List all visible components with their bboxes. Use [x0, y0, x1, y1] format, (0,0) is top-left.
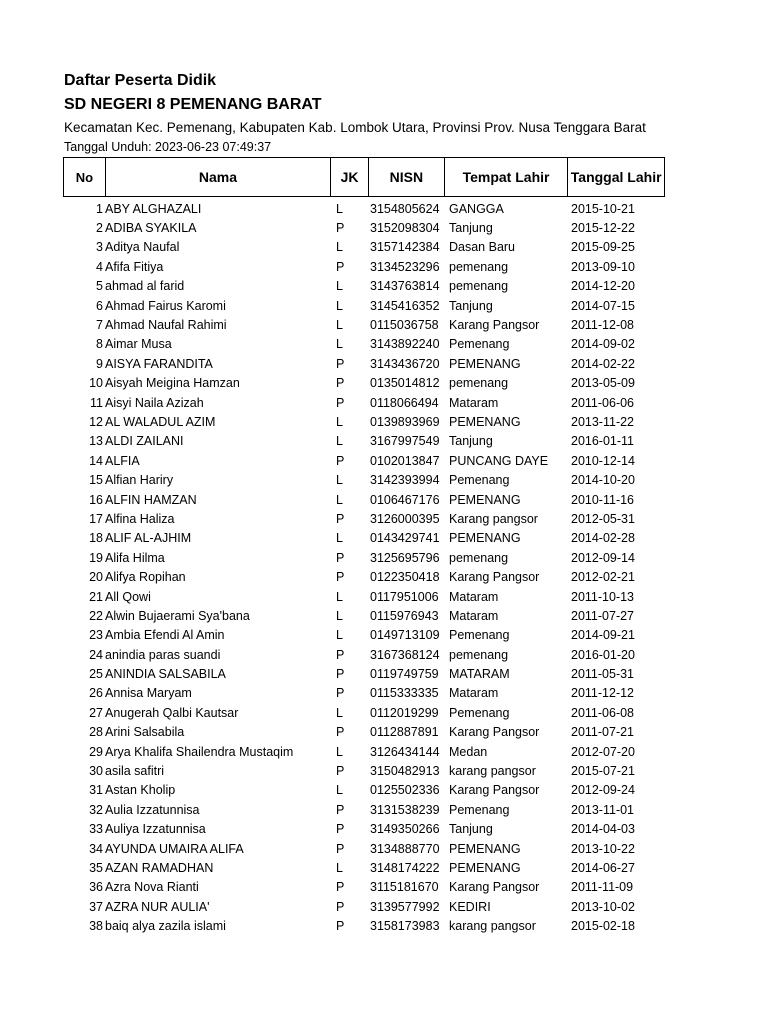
- cell-tempat-lahir: Pemenang: [449, 628, 510, 643]
- table-row: [63, 412, 683, 431]
- cell-no: 20: [89, 570, 103, 585]
- cell-tanggal-lahir: 2015-09-25: [571, 240, 635, 255]
- cell-tanggal-lahir: 2012-07-20: [571, 744, 635, 759]
- cell-tempat-lahir: Medan: [449, 744, 488, 759]
- cell-no: 19: [89, 550, 103, 565]
- cell-tanggal-lahir: 2014-09-21: [571, 628, 635, 643]
- cell-no: 24: [89, 647, 103, 662]
- cell-jk: L: [336, 628, 343, 643]
- table-row: [63, 490, 683, 509]
- cell-jk: L: [336, 201, 343, 216]
- cell-nama: ABY ALGHAZALI: [105, 201, 202, 216]
- cell-no: 31: [89, 783, 103, 798]
- table-row: [63, 858, 683, 877]
- cell-no: 29: [89, 744, 103, 759]
- cell-jk: P: [336, 453, 345, 468]
- cell-tanggal-lahir: 2015-07-21: [571, 764, 635, 779]
- table-row: [63, 509, 683, 528]
- cell-tanggal-lahir: 2015-02-18: [571, 919, 635, 934]
- cell-tempat-lahir: Tanjung: [449, 822, 493, 837]
- cell-tanggal-lahir: 2014-02-28: [571, 531, 635, 546]
- cell-tanggal-lahir: 2010-12-14: [571, 453, 635, 468]
- cell-no: 2: [96, 221, 103, 236]
- cell-no: 32: [89, 802, 103, 817]
- table-row: [63, 315, 683, 334]
- cell-tanggal-lahir: 2013-09-10: [571, 259, 635, 274]
- cell-tempat-lahir: PEMENANG: [449, 531, 521, 546]
- cell-nisn: 3143763814: [370, 279, 440, 294]
- cell-tanggal-lahir: 2014-07-15: [571, 298, 635, 313]
- table-row: [63, 800, 683, 819]
- cell-nama: anindia paras suandi: [105, 647, 221, 662]
- cell-nisn: 0112887891: [370, 725, 439, 740]
- cell-tempat-lahir: pemenang: [449, 647, 509, 662]
- cell-nisn: 0119749759: [370, 667, 439, 682]
- cell-tanggal-lahir: 2011-07-21: [571, 725, 635, 740]
- cell-no: 8: [96, 337, 103, 352]
- cell-jk: L: [336, 492, 343, 507]
- cell-nama: Aisyah Meigina Hamzan: [105, 376, 240, 391]
- cell-nama: Astan Kholip: [105, 783, 176, 798]
- cell-jk: P: [336, 259, 345, 274]
- table-row: [63, 742, 683, 761]
- cell-jk: P: [336, 919, 345, 934]
- cell-tempat-lahir: Karang Pangsor: [449, 318, 540, 333]
- cell-nama: Arini Salsabila: [105, 725, 185, 740]
- cell-tanggal-lahir: 2016-01-20: [571, 647, 635, 662]
- cell-tempat-lahir: pemenang: [449, 550, 509, 565]
- cell-tanggal-lahir: 2011-06-08: [571, 705, 635, 720]
- table-row: [63, 451, 683, 470]
- cell-nisn: 0112019299: [370, 705, 439, 720]
- cell-tempat-lahir: PUNCANG DAYE: [449, 453, 549, 468]
- cell-nama: Azra Nova Rianti: [105, 880, 199, 895]
- cell-no: 30: [89, 764, 103, 779]
- cell-no: 1: [96, 201, 103, 216]
- table-row: [63, 393, 683, 412]
- cell-tempat-lahir: KEDIRI: [449, 899, 491, 914]
- cell-nama: ALFIN HAMZAN: [105, 492, 197, 507]
- cell-jk: L: [336, 783, 343, 798]
- cell-nama: AZRA NUR AULIA': [105, 899, 210, 914]
- cell-nama: AZAN RAMADHAN: [105, 860, 214, 875]
- table-row: [63, 878, 683, 897]
- cell-no: 9: [96, 356, 103, 371]
- cell-no: 18: [89, 531, 103, 546]
- cell-jk: P: [336, 570, 345, 585]
- cell-tanggal-lahir: 2014-02-22: [571, 356, 635, 371]
- table-row: [63, 626, 683, 645]
- cell-nisn: 0102013847: [370, 453, 440, 468]
- table-row: [63, 218, 683, 237]
- cell-tanggal-lahir: 2014-06-27: [571, 860, 635, 875]
- cell-nama: ANINDIA SALSABILA: [105, 667, 226, 682]
- table-row: [63, 587, 683, 606]
- cell-tanggal-lahir: 2011-12-12: [571, 686, 635, 701]
- cell-nama: Ambia Efendi Al Amin: [105, 628, 225, 643]
- cell-no: 35: [89, 860, 103, 875]
- cell-nama: AYUNDA UMAIRA ALIFA: [105, 841, 244, 856]
- cell-no: 22: [89, 608, 103, 623]
- cell-tempat-lahir: Tanjung: [449, 221, 493, 236]
- cell-no: 7: [96, 318, 103, 333]
- cell-nama: AISYA FARANDITA: [105, 356, 213, 371]
- cell-tanggal-lahir: 2013-10-02: [571, 899, 635, 914]
- cell-nisn: 3131538239: [370, 802, 440, 817]
- cell-no: 17: [89, 511, 103, 526]
- table-row: [63, 470, 683, 489]
- table-row: [63, 335, 683, 354]
- table-row: [63, 761, 683, 780]
- cell-tanggal-lahir: 2013-11-22: [571, 414, 635, 429]
- cell-nama: AL WALADUL AZIM: [105, 414, 216, 429]
- cell-nisn: 3126434144: [370, 744, 440, 759]
- table-row: [63, 781, 683, 800]
- cell-tempat-lahir: Mataram: [449, 589, 499, 604]
- cell-jk: L: [336, 279, 343, 294]
- cell-nama: Alfina Haliza: [105, 511, 175, 526]
- cell-jk: P: [336, 221, 345, 236]
- cell-tempat-lahir: Pemenang: [449, 337, 510, 352]
- cell-tanggal-lahir: 2011-06-06: [571, 395, 635, 410]
- cell-nama: All Qowi: [105, 589, 151, 604]
- cell-nama: Alfian Hariry: [105, 473, 174, 488]
- table-row: [63, 916, 683, 935]
- cell-nama: Aditya Naufal: [105, 240, 180, 255]
- cell-no: 33: [89, 822, 103, 837]
- cell-jk: P: [336, 764, 345, 779]
- cell-no: 11: [90, 395, 103, 410]
- table-row: [63, 277, 683, 296]
- cell-tempat-lahir: Pemenang: [449, 705, 510, 720]
- cell-jk: L: [336, 414, 343, 429]
- cell-nama: Annisa Maryam: [105, 686, 192, 701]
- cell-tempat-lahir: Karang Pangsor: [449, 725, 540, 740]
- header-no: No: [64, 158, 106, 196]
- cell-tanggal-lahir: 2014-10-20: [571, 473, 635, 488]
- cell-jk: P: [336, 667, 345, 682]
- cell-nama: Auliya Izzatunnisa: [105, 822, 206, 837]
- header-nama: Nama: [106, 158, 331, 196]
- cell-tanggal-lahir: 2013-11-01: [571, 802, 635, 817]
- cell-jk: L: [336, 608, 343, 623]
- cell-tempat-lahir: Karang Pangsor: [449, 880, 540, 895]
- cell-no: 15: [89, 473, 103, 488]
- cell-no: 23: [89, 628, 103, 643]
- cell-tanggal-lahir: 2012-02-21: [571, 570, 635, 585]
- cell-jk: P: [336, 550, 345, 565]
- cell-nama: Ahmad Fairus Karomi: [105, 298, 226, 313]
- cell-no: 13: [89, 434, 103, 449]
- cell-no: 14: [89, 453, 103, 468]
- cell-jk: L: [336, 240, 343, 255]
- table-row: [63, 548, 683, 567]
- cell-tempat-lahir: PEMENANG: [449, 860, 521, 875]
- cell-jk: L: [336, 298, 343, 313]
- cell-nisn: 3157142384: [370, 240, 440, 255]
- cell-tempat-lahir: MATARAM: [449, 667, 510, 682]
- cell-no: 3: [96, 240, 103, 255]
- table-row: [63, 257, 683, 276]
- cell-nisn: 3139577992: [370, 899, 440, 914]
- table-row: [63, 703, 683, 722]
- table-row: [63, 567, 683, 586]
- cell-nisn: 3158173983: [370, 919, 440, 934]
- cell-jk: L: [336, 744, 343, 759]
- cell-nisn: 3145416352: [370, 298, 440, 313]
- cell-no: 25: [89, 667, 103, 682]
- cell-tempat-lahir: Karang Pangsor: [449, 570, 540, 585]
- cell-no: 28: [89, 725, 103, 740]
- cell-nama: Alwin Bujaerami Sya'bana: [105, 608, 250, 623]
- table-row: [63, 723, 683, 742]
- cell-no: 38: [89, 919, 103, 934]
- cell-no: 27: [89, 705, 103, 720]
- cell-no: 4: [96, 259, 103, 274]
- cell-tempat-lahir: Karang Pangsor: [449, 783, 540, 798]
- cell-tanggal-lahir: 2011-11-09: [571, 880, 634, 895]
- table-row: [63, 820, 683, 839]
- cell-tempat-lahir: Dasan Baru: [449, 240, 516, 255]
- cell-jk: P: [336, 356, 345, 371]
- table-row: [63, 684, 683, 703]
- cell-nisn: 0139893969: [370, 414, 440, 429]
- cell-no: 34: [89, 841, 103, 856]
- cell-nama: asila safitri: [105, 764, 165, 779]
- cell-nisn: 3150482913: [370, 764, 440, 779]
- cell-tanggal-lahir: 2012-09-14: [571, 550, 635, 565]
- table-row: [63, 432, 683, 451]
- table-row: [63, 645, 683, 664]
- header-tempat-lahir: Tempat Lahir: [445, 158, 569, 196]
- table-row: [63, 238, 683, 257]
- cell-jk: L: [336, 860, 343, 875]
- cell-no: 26: [89, 686, 103, 701]
- cell-jk: P: [336, 376, 345, 391]
- cell-tempat-lahir: karang pangsor: [449, 764, 536, 779]
- cell-tempat-lahir: Mataram: [449, 395, 499, 410]
- cell-no: 21: [89, 589, 103, 604]
- cell-tempat-lahir: Pemenang: [449, 802, 510, 817]
- student-table-body: [63, 199, 683, 936]
- cell-nisn: 3154805624: [370, 201, 440, 216]
- cell-nama: Ahmad Naufal Rahimi: [105, 318, 227, 333]
- cell-tanggal-lahir: 2014-12-20: [571, 279, 635, 294]
- cell-nisn: 3148174222: [370, 860, 440, 875]
- cell-nama: ALFIA: [105, 453, 140, 468]
- cell-tanggal-lahir: 2014-04-03: [571, 822, 635, 837]
- cell-tanggal-lahir: 2015-10-21: [571, 201, 635, 216]
- cell-nisn: 0125502336: [370, 783, 440, 798]
- table-row: [63, 839, 683, 858]
- cell-tempat-lahir: PEMENANG: [449, 414, 521, 429]
- cell-tempat-lahir: GANGGA: [449, 201, 504, 216]
- table-row: [63, 529, 683, 548]
- cell-nama: Afifa Fitiya: [105, 259, 164, 274]
- cell-nama: ALDI ZAILANI: [105, 434, 184, 449]
- cell-jk: L: [336, 531, 343, 546]
- cell-nama: Aisyi Naila Azizah: [105, 395, 204, 410]
- cell-no: 5: [96, 279, 103, 294]
- cell-nisn: 3125695796: [370, 550, 440, 565]
- cell-tanggal-lahir: 2015-12-22: [571, 221, 635, 236]
- location-line: Kecamatan Kec. Pemenang, Kabupaten Kab. Lombok Utara, Provinsi Prov. Nusa Tenggara Barat: [64, 120, 646, 135]
- cell-jk: P: [336, 395, 345, 410]
- cell-tanggal-lahir: 2016-01-11: [571, 434, 635, 449]
- table-row: [63, 296, 683, 315]
- cell-jk: P: [336, 802, 345, 817]
- header-nisn: NISN: [369, 158, 445, 196]
- cell-tanggal-lahir: 2012-09-24: [571, 783, 635, 798]
- cell-nama: Anugerah Qalbi Kautsar: [105, 705, 239, 720]
- cell-nisn: 3142393994: [370, 473, 440, 488]
- cell-nisn: 0115036758: [370, 318, 439, 333]
- cell-no: 16: [89, 492, 103, 507]
- cell-nama: Alifya Ropihan: [105, 570, 186, 585]
- cell-nisn: 0118066494: [370, 395, 439, 410]
- header-jk: JK: [331, 158, 369, 196]
- cell-tanggal-lahir: 2013-10-22: [571, 841, 635, 856]
- cell-tempat-lahir: Pemenang: [449, 473, 510, 488]
- cell-nisn: 3149350266: [370, 822, 440, 837]
- cell-nisn: 3115181670: [370, 880, 439, 895]
- cell-nama: ahmad al farid: [105, 279, 185, 294]
- cell-tanggal-lahir: 2014-09-02: [571, 337, 635, 352]
- cell-tanggal-lahir: 2011-12-08: [571, 318, 635, 333]
- cell-jk: P: [336, 725, 345, 740]
- cell-nisn: 3126000395: [370, 511, 440, 526]
- cell-jk: P: [336, 841, 345, 856]
- cell-tanggal-lahir: 2013-05-09: [571, 376, 635, 391]
- cell-nisn: 3143892240: [370, 337, 440, 352]
- download-date: Tanggal Unduh: 2023-06-23 07:49:37: [64, 140, 272, 154]
- header-tanggal-lahir: Tanggal Lahir: [570, 169, 662, 185]
- cell-nisn: 3167368124: [370, 647, 440, 662]
- cell-tempat-lahir: Mataram: [449, 686, 499, 701]
- cell-nisn: 0115976943: [370, 608, 439, 623]
- cell-nisn: 0135014812: [370, 376, 440, 391]
- cell-nisn: 3152098304: [370, 221, 440, 236]
- table-row: [63, 199, 683, 218]
- cell-tempat-lahir: Tanjung: [449, 298, 493, 313]
- cell-jk: P: [336, 822, 345, 837]
- cell-nama: ALIF AL-AJHIM: [105, 531, 192, 546]
- cell-tempat-lahir: Mataram: [449, 608, 499, 623]
- cell-tempat-lahir: pemenang: [449, 259, 509, 274]
- cell-nama: Aulia Izzatunnisa: [105, 802, 200, 817]
- cell-tanggal-lahir: 2011-10-13: [571, 589, 635, 604]
- cell-jk: P: [336, 686, 345, 701]
- table-header: [63, 157, 665, 197]
- table-row: [63, 354, 683, 373]
- cell-nisn: 0115333335: [370, 686, 439, 701]
- cell-jk: L: [336, 705, 343, 720]
- cell-nisn: 3134888770: [370, 841, 440, 856]
- cell-no: 37: [89, 899, 103, 914]
- cell-nisn: 3134523296: [370, 259, 440, 274]
- cell-tempat-lahir: pemenang: [449, 279, 509, 294]
- cell-tempat-lahir: PEMENANG: [449, 841, 521, 856]
- cell-nisn: 0117951006: [370, 589, 439, 604]
- cell-jk: P: [336, 880, 345, 895]
- cell-nisn: 0143429741: [370, 531, 440, 546]
- table-row: [63, 897, 683, 916]
- cell-tanggal-lahir: 2012-05-31: [571, 511, 635, 526]
- cell-jk: P: [336, 647, 345, 662]
- cell-no: 36: [89, 880, 103, 895]
- cell-nisn: 0106467176: [370, 492, 440, 507]
- cell-nama: Alifa Hilma: [105, 550, 165, 565]
- cell-jk: P: [336, 511, 345, 526]
- cell-nisn: 0122350418: [370, 570, 440, 585]
- cell-tempat-lahir: pemenang: [449, 376, 509, 391]
- cell-nama: ADIBA SYAKILA: [105, 221, 197, 236]
- cell-tanggal-lahir: 2010-11-16: [571, 492, 635, 507]
- cell-tempat-lahir: PEMENANG: [449, 356, 521, 371]
- cell-tempat-lahir: karang pangsor: [449, 919, 536, 934]
- cell-tanggal-lahir: 2011-07-27: [571, 608, 635, 623]
- table-row: [63, 374, 683, 393]
- cell-jk: L: [336, 337, 343, 352]
- cell-nisn: 0149713109: [370, 628, 440, 643]
- cell-jk: L: [336, 589, 343, 604]
- cell-jk: L: [336, 434, 343, 449]
- cell-tempat-lahir: Karang pangsor: [449, 511, 538, 526]
- cell-tempat-lahir: Tanjung: [449, 434, 493, 449]
- cell-nama: Aimar Musa: [105, 337, 172, 352]
- cell-jk: P: [336, 899, 345, 914]
- cell-jk: L: [336, 318, 343, 333]
- cell-nama: baiq alya zazila islami: [105, 919, 226, 934]
- table-row: [63, 664, 683, 683]
- table-row: [63, 606, 683, 625]
- school-name: SD NEGERI 8 PEMENANG BARAT: [64, 96, 322, 113]
- cell-tanggal-lahir: 2011-05-31: [571, 667, 635, 682]
- cell-no: 6: [96, 298, 103, 313]
- cell-tempat-lahir: PEMENANG: [449, 492, 521, 507]
- cell-no: 10: [89, 376, 103, 391]
- cell-nama: Arya Khalifa Shailendra Mustaqim: [105, 744, 294, 759]
- cell-no: 12: [89, 414, 103, 429]
- document-title: Daftar Peserta Didik: [64, 72, 217, 89]
- cell-nisn: 3167997549: [370, 434, 440, 449]
- cell-nisn: 3143436720: [370, 356, 440, 371]
- cell-jk: L: [336, 473, 343, 488]
